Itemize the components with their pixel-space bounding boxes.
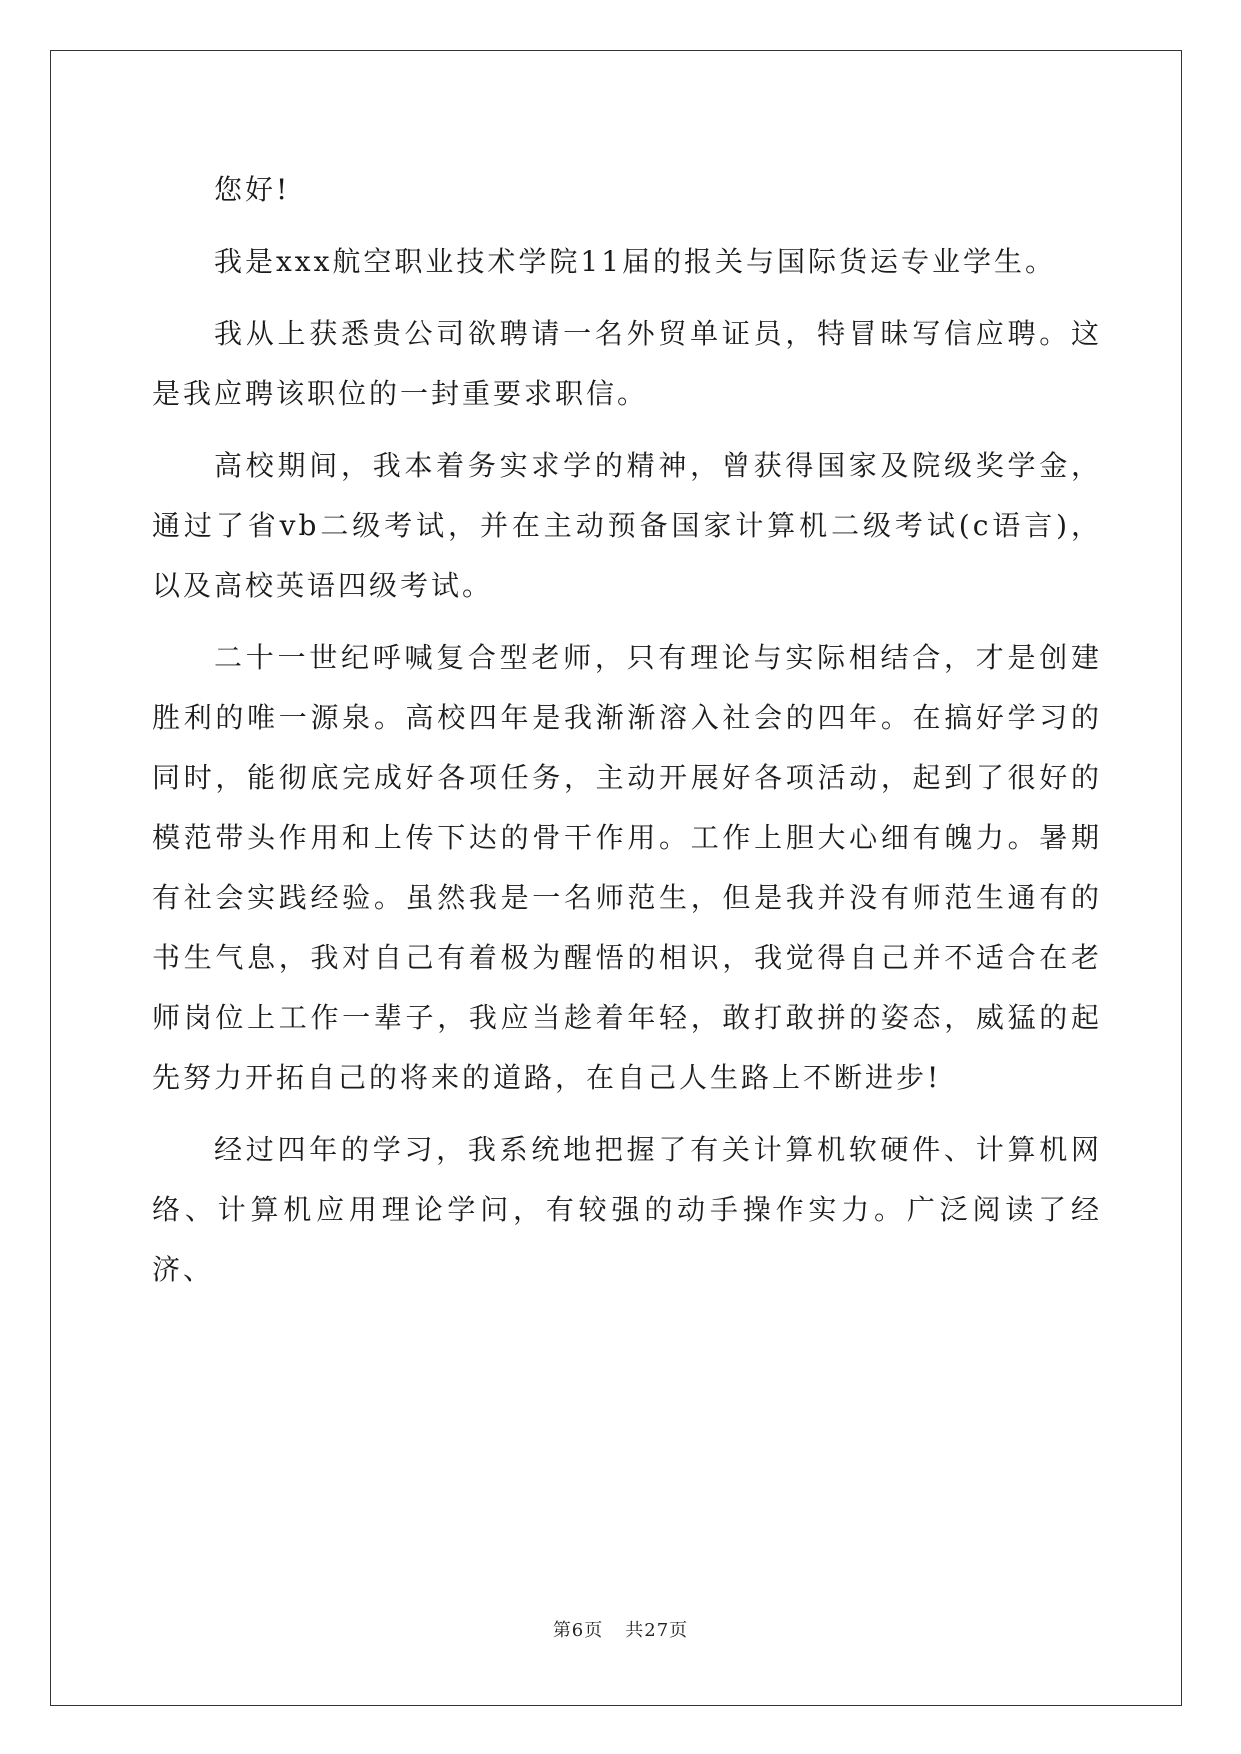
- page-number: 第6页: [552, 1620, 604, 1641]
- paragraph-skills: 经过四年的学习，我系统地把握了有关计算机软硬件、计算机网络、计算机应用理论学问，有较强的动手操作实力。广泛阅读了经济、: [152, 1133, 1102, 1286]
- paragraph-greeting: 您好!: [214, 173, 291, 206]
- paragraph-experience: 二十一世纪呼喊复合型老师，只有理论与实际相结合，才是创建胜利的唯一源泉。高校四年是我渐渐溶入社会的四年。在搞好学习的同时，能彻底完成好各项任务，主动开展好各项活动，起到了很好的模范带头作用和上传下达的骨干作用。工作上胆大心细有魄力。暑期有社会实践经验。虽然我是一名师范生，但是我并没有师范生通有的书生气息，我对自己有着极为醒悟的相识，我觉得自己并不适合在老师岗位上工作一辈子，我应当趁着年轻，敢打敢拼的姿态，威猛的起先努力开拓自己的将来的道路，在自己人生路上不断进步!: [152, 641, 1102, 1094]
- page-footer: [0, 1616, 1241, 1642]
- document-body: [152, 160, 1102, 1312]
- paragraph-application: 我从上获悉贵公司欲聘请一名外贸单证员，特冒昧写信应聘。这是我应聘该职位的一封重要求职信。: [152, 317, 1102, 410]
- page-total: 共27页: [625, 1620, 689, 1641]
- paragraph-studies: 高校期间，我本着务实求学的精神，曾获得国家及院级奖学金，通过了省vb二级考试，并在主动预备国家计算机二级考试(c语言)，以及高校英语四级考试。: [152, 449, 1102, 602]
- paragraph-introduction: 我是xxx航空职业技术学院11届的报关与国际货运专业学生。: [214, 245, 1057, 278]
